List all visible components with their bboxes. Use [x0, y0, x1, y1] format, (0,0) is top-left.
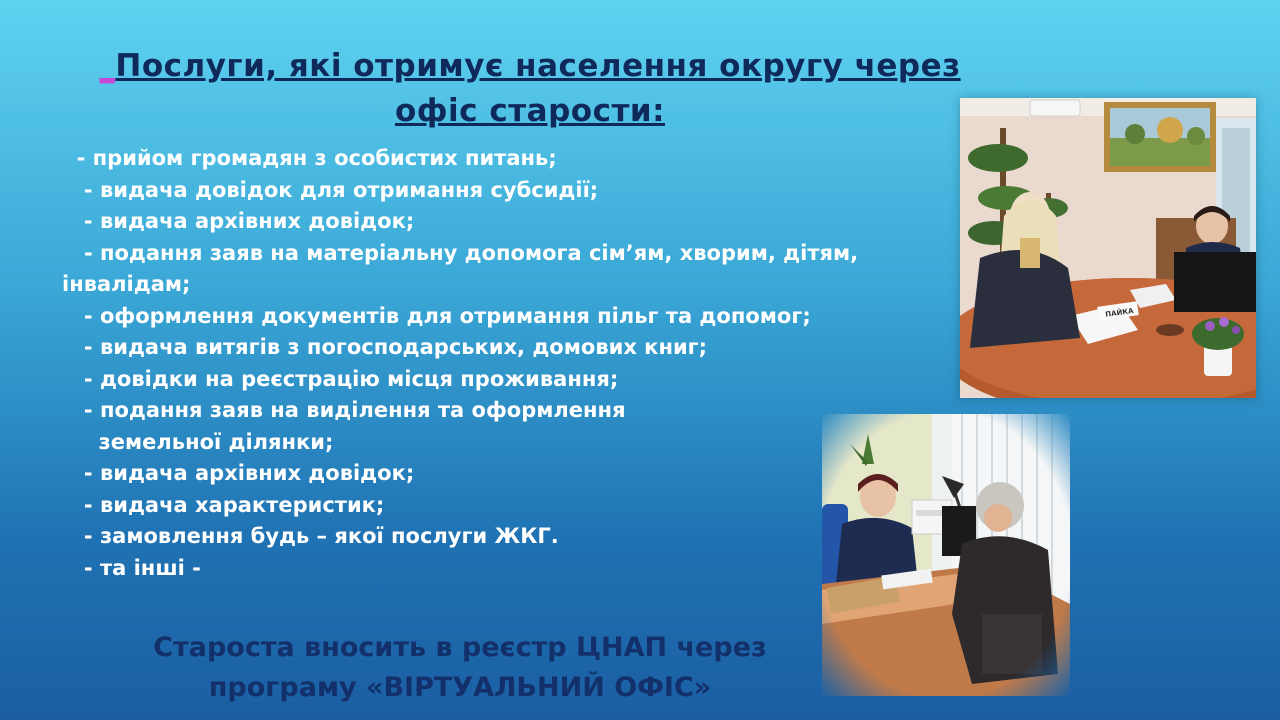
- footer-line-1: Староста вносить в реєстр ЦНАП через: [153, 632, 767, 663]
- service-item: земельної ділянки;: [62, 429, 334, 454]
- service-item: - видача архівних довідок;: [62, 461, 415, 485]
- service-item: - оформлення документів для отримання пільг та допомог;: [62, 303, 811, 328]
- title-line-2: офіс старости:: [394, 93, 666, 129]
- footer-line-2: програму «ВІРТУАЛЬНИЙ ОФІС»: [208, 672, 712, 703]
- service-item: - видача характеристик;: [62, 492, 385, 517]
- service-item: - подання заяв на виділення та оформлення: [62, 398, 626, 422]
- service-item: - замовлення будь – якої послуги ЖКГ.: [62, 524, 559, 548]
- service-item: - видача довідок для отримання субсидії;: [62, 177, 599, 202]
- title-line-1: Послуги, які отримує населення округу через: [115, 48, 961, 84]
- service-item: - подання заяв на матеріальну допомога сім’ям, хворим, дітям, інвалідам;: [62, 240, 866, 296]
- service-item: - видача архівних довідок;: [62, 209, 415, 233]
- footer-note: [60, 628, 860, 708]
- title-mark: _: [99, 48, 116, 84]
- service-item: - та інші -: [62, 555, 201, 580]
- photo1-sign: ПАЙКА: [1104, 306, 1134, 319]
- service-item: - довідки на реєстрацію місця проживання;: [62, 366, 619, 391]
- slide-title: [60, 44, 1000, 134]
- service-item: - прийом громадян з особистих питань;: [62, 146, 557, 170]
- service-item: - видача витягів з погосподарських, домових книг;: [62, 335, 708, 359]
- office-photo-1: [960, 98, 1256, 398]
